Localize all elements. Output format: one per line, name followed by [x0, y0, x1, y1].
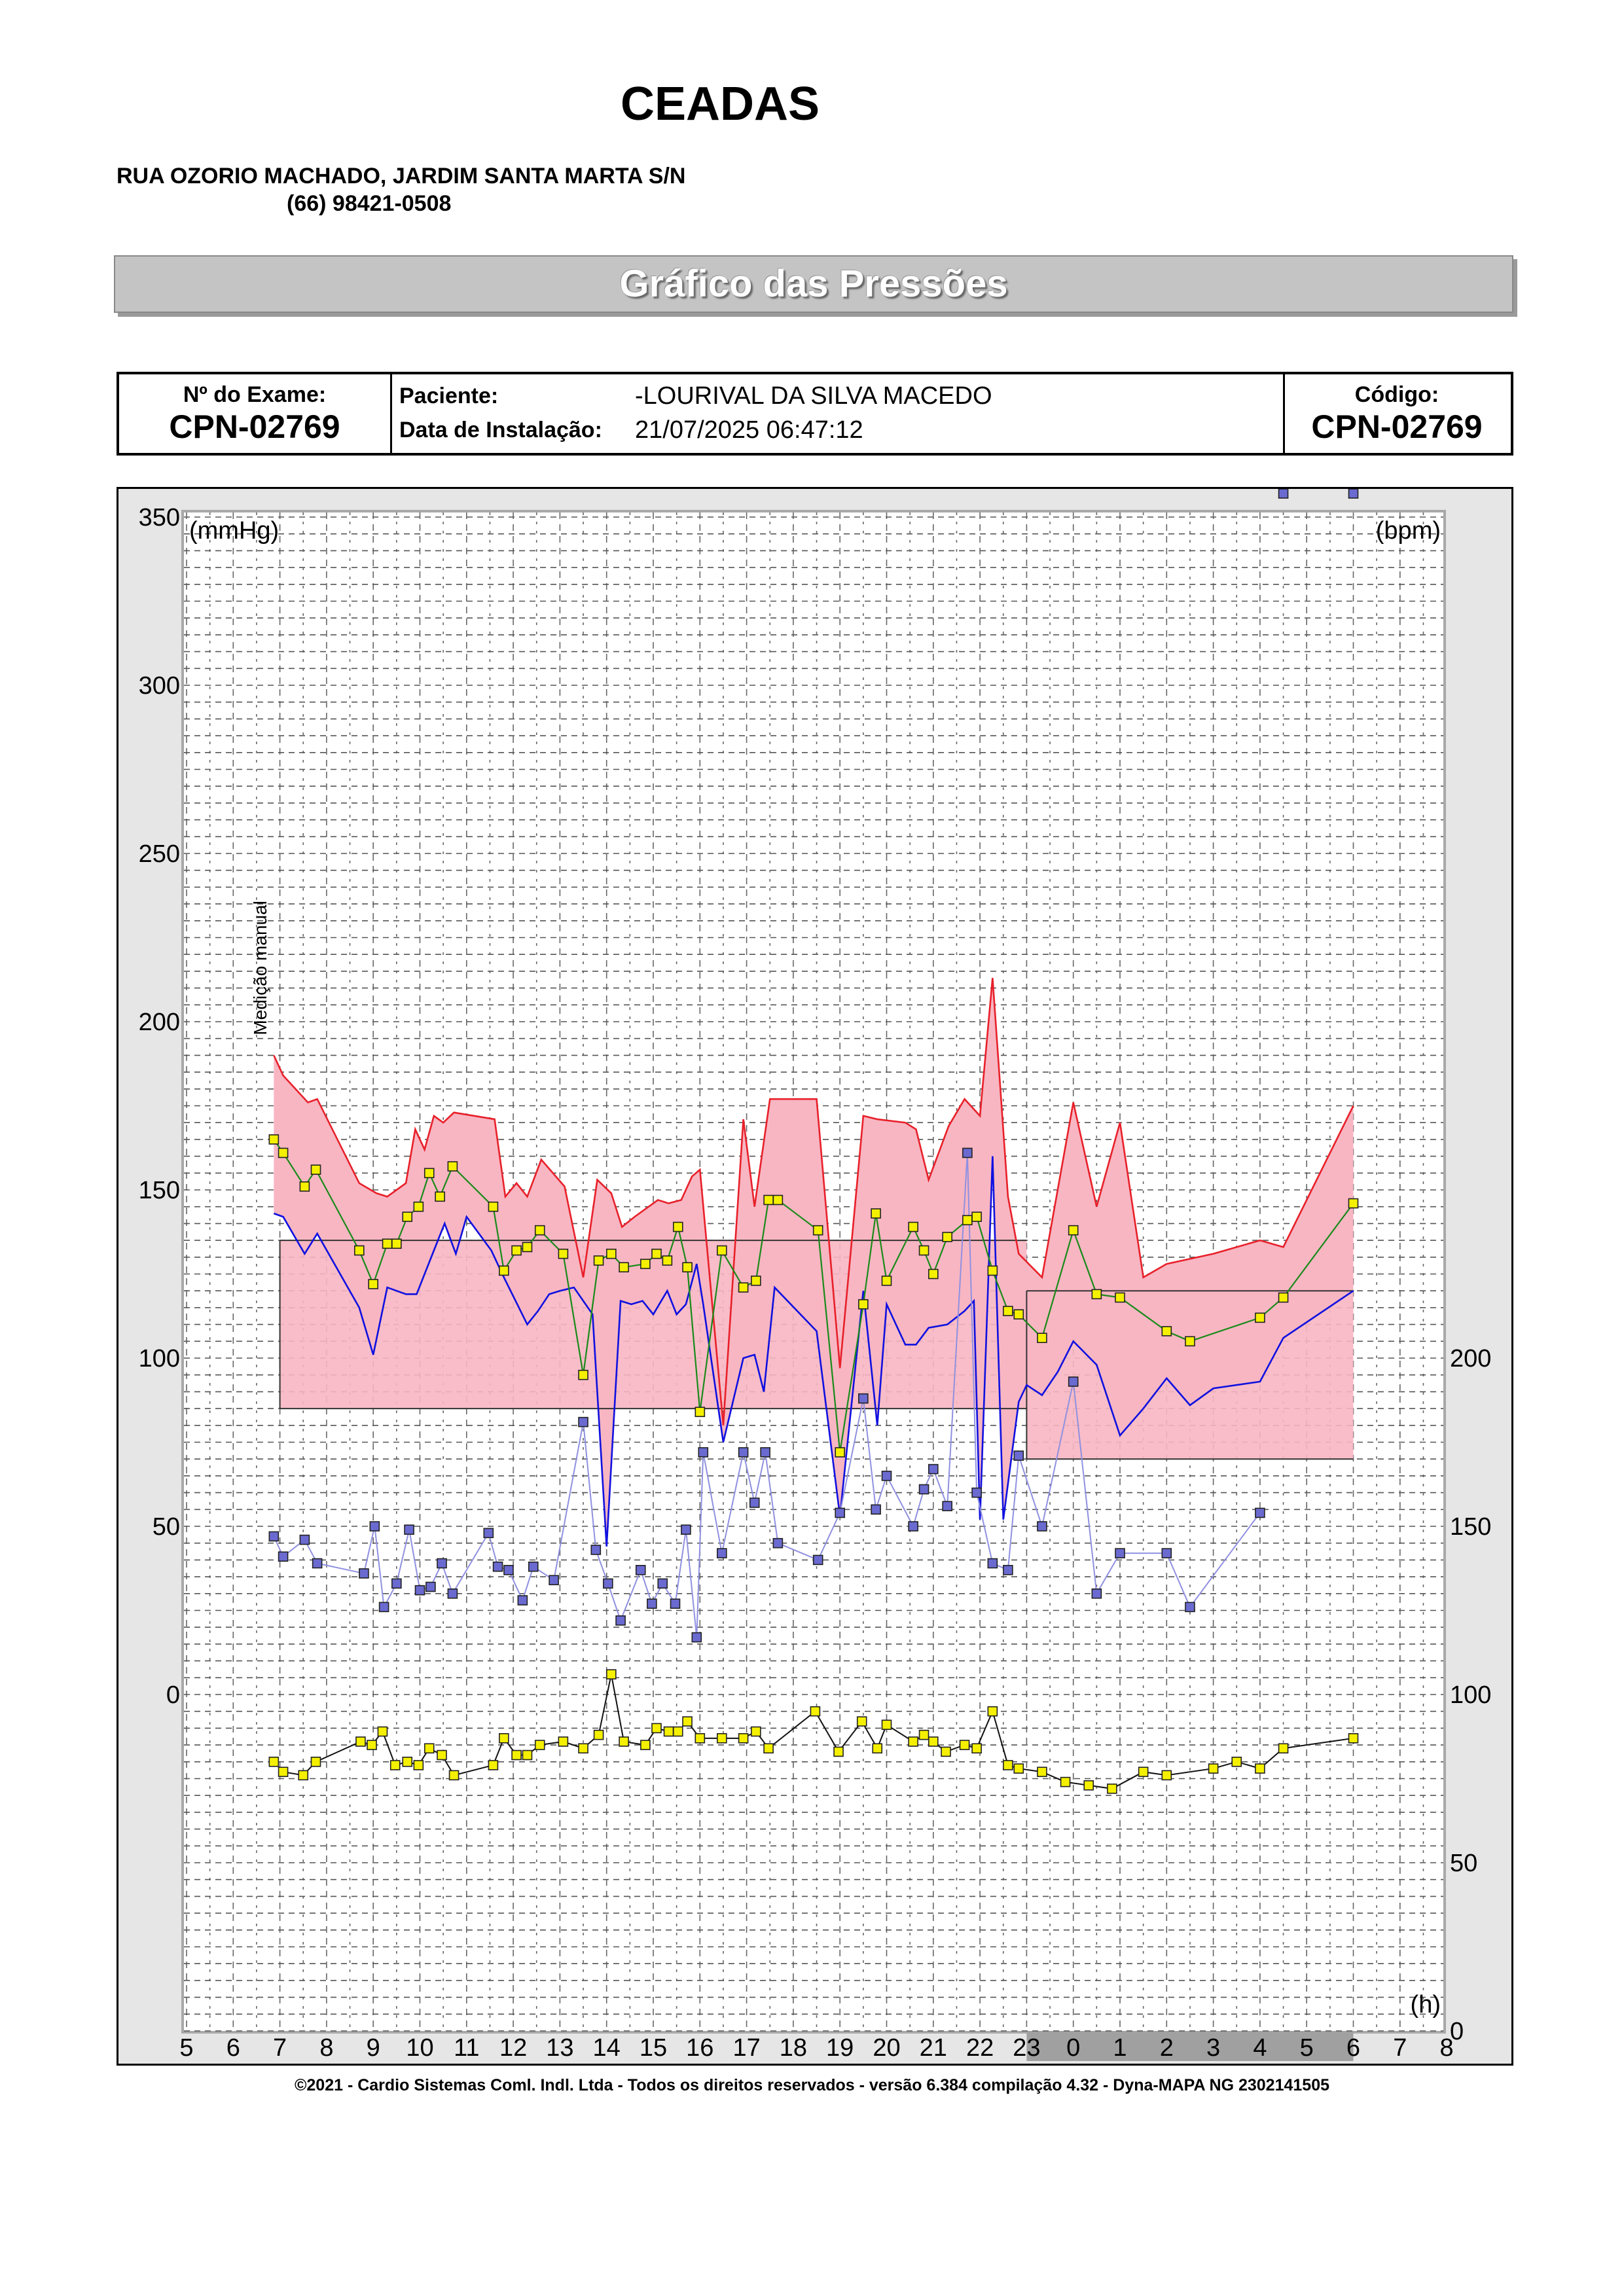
pulse-pressure-point — [279, 1552, 288, 1561]
heart-rate-point — [512, 1751, 521, 1760]
pulse-pressure-point — [1349, 489, 1358, 498]
pulse-pressure-point — [739, 1448, 748, 1457]
right-tick-label: 50 — [1450, 1850, 1478, 1877]
heart-rate-point — [312, 1757, 321, 1767]
pulse-pressure-point — [1115, 1549, 1125, 1558]
x-tick-label: 7 — [1393, 2034, 1407, 2062]
heart-rate-point — [972, 1744, 981, 1753]
x-tick-label: 5 — [1299, 2034, 1314, 2062]
pulse-pressure-point — [484, 1528, 493, 1537]
section-banner — [114, 255, 1513, 313]
mean-point — [269, 1135, 278, 1144]
heart-rate-point — [652, 1723, 661, 1732]
mean-point — [909, 1223, 918, 1232]
heart-rate-point — [857, 1717, 867, 1726]
heart-rate-point — [269, 1757, 278, 1767]
x-tick-label: 9 — [366, 2034, 380, 2062]
pulse-pressure-point — [370, 1522, 379, 1531]
left-tick-label: 250 — [138, 840, 180, 868]
pulse-pressure-point — [835, 1508, 844, 1517]
code-cell — [1283, 374, 1511, 453]
heart-rate-point — [594, 1731, 604, 1740]
mean-point — [882, 1276, 892, 1285]
pulse-pressure-point — [972, 1488, 981, 1498]
mean-point — [1279, 1293, 1288, 1302]
x-tick-label: 1 — [1113, 2034, 1127, 2062]
heart-rate-point — [834, 1747, 843, 1756]
heart-rate-point — [1209, 1764, 1218, 1773]
mean-point — [717, 1246, 727, 1255]
heart-rate-point — [873, 1744, 882, 1753]
x-tick-label: 15 — [639, 2034, 668, 2062]
heart-rate-point — [437, 1751, 446, 1760]
heart-rate-point — [356, 1737, 365, 1746]
mean-point — [835, 1448, 844, 1457]
mean-point — [739, 1283, 748, 1292]
sleep-limit-box-fill — [1026, 1291, 1353, 1459]
mean-point — [1115, 1293, 1125, 1302]
exam-info-box — [117, 372, 1513, 456]
pulse-pressure-point — [1069, 1377, 1078, 1386]
heart-rate-point — [414, 1761, 423, 1770]
mean-point — [662, 1256, 672, 1265]
mean-point — [1003, 1306, 1013, 1316]
pulse-pressure-point — [1038, 1522, 1047, 1531]
heart-rate-point — [535, 1740, 545, 1749]
pressure-chart — [117, 487, 1513, 2066]
heart-rate-point — [674, 1727, 683, 1736]
pulse-pressure-point — [591, 1545, 600, 1554]
pulse-pressure-point — [636, 1566, 645, 1575]
pulse-pressure-point — [658, 1579, 667, 1588]
pulse-pressure-point — [405, 1525, 414, 1534]
heart-rate-point — [1084, 1781, 1093, 1790]
pulse-pressure-point — [814, 1555, 823, 1564]
x-tick-label: 21 — [919, 2034, 947, 2062]
right-tick-label: 150 — [1450, 1513, 1492, 1541]
x-tick-label: 2 — [1159, 2034, 1174, 2062]
pulse-pressure-point — [1279, 489, 1288, 498]
x-tick-label: 16 — [686, 2034, 714, 2062]
mean-point — [619, 1263, 628, 1272]
mean-point — [425, 1168, 434, 1177]
mean-point — [558, 1249, 568, 1259]
pulse-pressure-point — [909, 1522, 918, 1531]
pulse-pressure-point — [504, 1566, 513, 1575]
mean-point — [1038, 1333, 1047, 1342]
mean-point — [814, 1226, 823, 1235]
heart-rate-point — [522, 1751, 532, 1760]
left-tick-label: 200 — [138, 1009, 180, 1036]
mean-point — [920, 1246, 929, 1255]
x-tick-label: 23 — [1013, 2034, 1041, 2062]
x-axis-unit: (h) — [1410, 1991, 1441, 2018]
clinic-phone: (66) 98421-0508 — [287, 191, 452, 216]
heart-rate-point — [367, 1740, 376, 1749]
heart-rate-point — [403, 1757, 412, 1767]
heart-rate-point — [664, 1727, 674, 1736]
mean-point — [988, 1266, 997, 1275]
patient-name: -LOURIVAL DA SILVA MACEDO — [635, 382, 992, 410]
x-tick-label: 10 — [406, 2034, 434, 2062]
mean-point — [773, 1195, 782, 1204]
heart-rate-point — [695, 1734, 704, 1743]
heart-rate-point — [751, 1727, 761, 1736]
heart-rate-point — [1003, 1761, 1013, 1770]
heart-rate-point — [717, 1734, 727, 1743]
mean-point — [312, 1165, 321, 1174]
pulse-pressure-point — [494, 1562, 503, 1571]
install-date-label: Data de Instalação: — [399, 418, 602, 442]
pulse-pressure-point — [647, 1599, 657, 1608]
mean-point — [383, 1239, 392, 1248]
mean-point — [695, 1407, 704, 1416]
mean-point — [522, 1242, 532, 1251]
heart-rate-point — [1349, 1734, 1358, 1743]
heart-rate-point — [941, 1747, 950, 1756]
pulse-pressure-point — [392, 1579, 401, 1588]
pulse-pressure-point — [1014, 1451, 1023, 1460]
heart-rate-point — [1162, 1770, 1171, 1780]
mean-point — [279, 1148, 288, 1157]
pulse-pressure-point — [1092, 1589, 1101, 1598]
heart-rate-point — [391, 1761, 400, 1770]
heart-rate-point — [764, 1744, 773, 1753]
mean-point — [1092, 1289, 1101, 1299]
left-tick-label: 100 — [138, 1345, 180, 1372]
left-tick-label: 50 — [152, 1513, 180, 1541]
left-tick-label: 300 — [138, 672, 180, 700]
heart-rate-point — [450, 1770, 459, 1780]
heart-rate-point — [920, 1731, 929, 1740]
x-tick-label: 17 — [732, 2034, 761, 2062]
manual-measurement-note: Medição manual — [249, 901, 270, 1035]
mean-point — [1349, 1199, 1358, 1208]
banner-title: Gráfico das Pressões — [619, 262, 1008, 305]
mean-point — [1255, 1313, 1265, 1322]
x-tick-label: 19 — [826, 2034, 854, 2062]
pulse-pressure-point — [380, 1602, 389, 1611]
heart-rate-point — [988, 1707, 997, 1716]
pulse-pressure-point — [579, 1418, 588, 1427]
install-date: 21/07/2025 06:47:12 — [635, 416, 863, 444]
heart-rate-point — [909, 1737, 918, 1746]
pulse-pressure-point — [717, 1549, 727, 1558]
wake-limit-box-fill — [280, 1240, 1027, 1408]
heart-rate-point — [960, 1740, 969, 1749]
pulse-pressure-point — [1185, 1602, 1195, 1611]
pulse-pressure-point — [698, 1448, 708, 1457]
pulse-pressure-point — [616, 1616, 625, 1625]
mean-point — [1162, 1327, 1171, 1336]
right-tick-label: 100 — [1450, 1681, 1492, 1709]
heart-rate-point — [739, 1734, 748, 1743]
pulse-pressure-point — [269, 1532, 278, 1541]
x-tick-label: 8 — [319, 2034, 334, 2062]
mean-point — [963, 1215, 972, 1225]
pulse-pressure-point — [681, 1525, 691, 1534]
mean-point — [392, 1239, 401, 1248]
patient-label: Paciente: — [399, 384, 499, 408]
right-axis-unit: (bpm) — [1375, 517, 1441, 545]
mean-point — [512, 1246, 521, 1255]
heart-rate-point — [488, 1761, 497, 1770]
pulse-pressure-point — [859, 1394, 868, 1403]
mean-point — [1069, 1226, 1078, 1235]
x-tick-label: 6 — [226, 2034, 240, 2062]
mean-point — [943, 1232, 952, 1242]
pulse-pressure-point — [549, 1575, 558, 1585]
mean-point — [355, 1246, 364, 1255]
heart-rate-point — [1139, 1767, 1148, 1776]
left-tick-label: 350 — [138, 504, 180, 531]
x-tick-label: 8 — [1439, 2034, 1454, 2062]
pulse-pressure-point — [920, 1484, 929, 1494]
pulse-pressure-point — [1255, 1508, 1265, 1517]
x-tick-label: 12 — [499, 2034, 528, 2062]
mean-point — [764, 1195, 773, 1204]
pulse-pressure-point — [871, 1505, 880, 1514]
heart-rate-point — [579, 1744, 588, 1753]
heart-rate-point — [683, 1717, 692, 1726]
mean-point — [435, 1192, 444, 1201]
heart-rate-point — [882, 1720, 892, 1729]
x-tick-label: 22 — [965, 2034, 994, 2062]
heart-rate-point — [1255, 1764, 1265, 1773]
code-label: Código: — [1354, 382, 1439, 407]
heart-rate-point — [1108, 1784, 1117, 1793]
pulse-pressure-point — [518, 1596, 527, 1605]
x-tick-label: 18 — [779, 2034, 808, 2062]
x-tick-label: 4 — [1253, 2034, 1267, 2062]
heart-rate-point — [810, 1707, 820, 1716]
left-tick-label: 0 — [166, 1681, 180, 1709]
right-tick-label: 0 — [1450, 2018, 1464, 2045]
exam-number-label: Nº do Exame: — [183, 382, 327, 407]
heart-rate-point — [1014, 1764, 1023, 1773]
x-tick-label: 7 — [273, 2034, 287, 2062]
mean-point — [1014, 1310, 1023, 1319]
heart-rate-point — [1061, 1778, 1070, 1787]
heart-rate-point — [378, 1727, 387, 1736]
pulse-pressure-point — [426, 1583, 435, 1592]
mean-point — [535, 1226, 545, 1235]
pulse-pressure-point — [1162, 1549, 1171, 1558]
heart-rate-point — [279, 1767, 288, 1776]
mean-point — [594, 1256, 604, 1265]
pulse-pressure-point — [416, 1586, 425, 1595]
footer-copyright: ©2021 - Cardio Sistemas Coml. Indl. Ltda - Todos os direitos reservados - versão 6.384 compilação 4.32 - Dyna-MAPA NG 2302141505 — [294, 2076, 1330, 2094]
mean-point — [652, 1249, 661, 1259]
pulse-pressure-point — [943, 1501, 952, 1511]
pulse-pressure-point — [761, 1448, 770, 1457]
mean-point — [972, 1212, 981, 1221]
pulse-pressure-point — [750, 1498, 759, 1507]
pulse-pressure-point — [963, 1148, 972, 1157]
mean-point — [448, 1162, 457, 1171]
mean-point — [579, 1371, 588, 1380]
mean-point — [488, 1202, 497, 1211]
clinic-name: CEADAS — [620, 78, 820, 130]
mean-point — [674, 1223, 683, 1232]
mean-point — [1185, 1336, 1195, 1346]
heart-rate-point — [641, 1740, 650, 1749]
patient-cell — [390, 374, 1285, 453]
x-tick-label: 11 — [454, 2034, 480, 2062]
mean-point — [300, 1182, 309, 1191]
pulse-pressure-point — [604, 1579, 613, 1588]
heart-rate-point — [558, 1737, 568, 1746]
x-tick-label: 0 — [1066, 2034, 1081, 2062]
pulse-pressure-point — [359, 1569, 369, 1578]
x-tick-label: 14 — [592, 2034, 621, 2062]
heart-rate-point — [1232, 1757, 1241, 1767]
pulse-pressure-point — [773, 1539, 782, 1548]
heart-rate-point — [425, 1744, 434, 1753]
exam-number: CPN-02769 — [169, 408, 340, 445]
mean-point — [859, 1300, 868, 1309]
pulse-pressure-point — [1003, 1566, 1013, 1575]
exam-number-cell — [119, 374, 392, 453]
heart-rate-point — [619, 1737, 628, 1746]
pulse-pressure-point — [929, 1465, 938, 1474]
x-tick-label: 6 — [1346, 2034, 1361, 2062]
pulse-pressure-point — [448, 1589, 457, 1598]
pulse-pressure-point — [692, 1633, 701, 1642]
pulse-pressure-point — [300, 1535, 309, 1545]
pulse-pressure-point — [671, 1599, 680, 1608]
x-tick-label: 20 — [873, 2034, 901, 2062]
mean-point — [641, 1259, 650, 1268]
pulse-pressure-point — [313, 1559, 322, 1568]
chart-canvas — [118, 489, 1511, 2064]
mean-point — [369, 1280, 378, 1289]
clinic-address: RUA OZORIO MACHADO, JARDIM SANTA MARTA S/N — [117, 164, 686, 188]
heart-rate-point — [499, 1734, 509, 1743]
x-tick-label: 3 — [1206, 2034, 1221, 2062]
left-tick-label: 150 — [138, 1177, 180, 1204]
pulse-pressure-point — [529, 1562, 538, 1571]
pulse-pressure-point — [437, 1559, 446, 1568]
code-value: CPN-02769 — [1311, 408, 1483, 445]
mean-point — [871, 1209, 880, 1218]
pulse-pressure-point — [882, 1471, 892, 1480]
mean-point — [751, 1276, 761, 1285]
x-tick-label: 13 — [546, 2034, 574, 2062]
mean-point — [414, 1202, 423, 1211]
heart-rate-point — [1279, 1744, 1288, 1753]
mean-point — [607, 1249, 616, 1259]
heart-rate-point — [929, 1737, 938, 1746]
left-axis-unit: (mmHg) — [189, 517, 280, 545]
heart-rate-point — [607, 1670, 616, 1679]
heart-rate-point — [298, 1770, 308, 1780]
mean-point — [929, 1270, 938, 1279]
x-tick-label: 5 — [179, 2034, 194, 2062]
mean-point — [683, 1263, 692, 1272]
mean-point — [403, 1212, 412, 1221]
right-tick-label: 200 — [1450, 1345, 1492, 1372]
pulse-pressure-point — [988, 1559, 997, 1568]
heart-rate-point — [1038, 1767, 1047, 1776]
mean-point — [499, 1266, 509, 1275]
